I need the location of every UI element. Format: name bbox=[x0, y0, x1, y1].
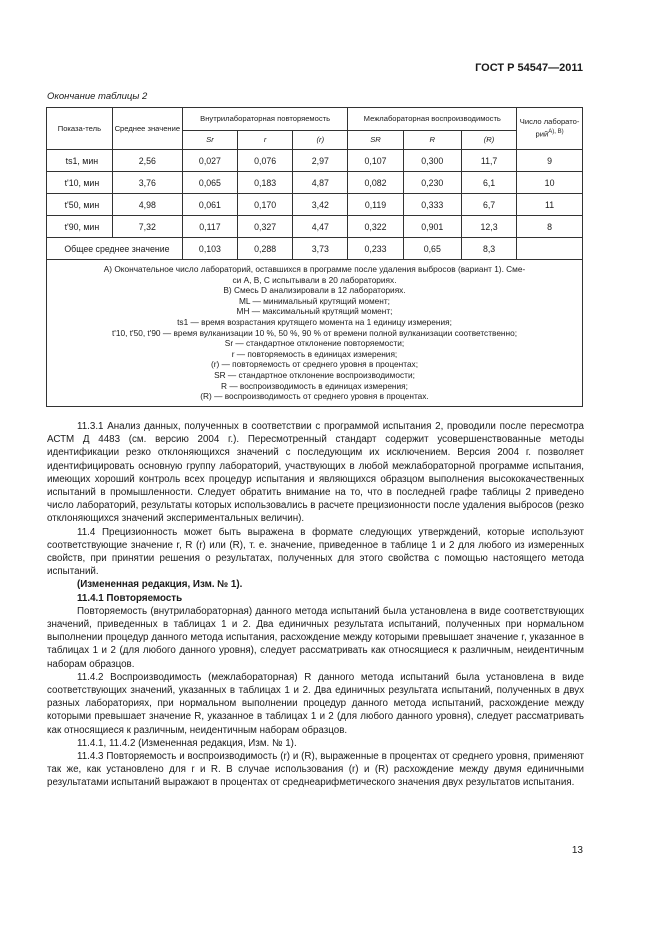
cell-r-percent: 2,97 bbox=[293, 150, 348, 172]
cell-R-percent: 6,7 bbox=[461, 194, 516, 216]
cell-sr: 0,065 bbox=[182, 172, 237, 194]
table-notes-row bbox=[47, 260, 583, 407]
paragraph: Повторяемость (внутрилабораторная) данного метода испытаний была установлена в виде соответствующих значений, приведенных в таблицах 1 и 2. Два единичных результата испытаний, полученных при нормальном выполнении процедур данного метода испытания, расхождение между которыми превышает значение r, указанное в таблицах 1 и 2 (для любого данного уровня), следует рассматривать как относящиеся к различным, неидентичным наборам образцов. bbox=[47, 605, 584, 670]
paragraph: 11.3.1 Анализ данных, полученных в соответствии с программой испытания 2, проводили после пересмотра АСТМ Д 4483 (см. версию 2004 г.). Пересмотренный стандарт содержит усовершенствованные методы идентификации резко отклоняющихся значений с последующим их исключением. Версия 2004 г. позволяет идентифицировать основную группу лабораторий, участвующих в любой межлабораторной программе испытания, имеющих хороший контроль всех процедур испытания и являющихся образцом выполнения высококачественных испытаний в промышленности. Следует обратить внимание на то, что в последней графе таблицы 2 приведено число лабораторий, результаты которых использовались в расчете прецизионности после удаления выбросов (резко отклоняющихся значений экспериментальных величин). bbox=[47, 421, 584, 525]
note-line: MH — максимальный крутящий момент; bbox=[236, 306, 393, 317]
table-notes bbox=[47, 260, 583, 407]
paragraph: 11.4.3 Повторяемость и воспроизводимость (r) и (R), выраженные в процентах от среднего уровня, применяют так же, как установлено для r и R. В случае использования (r) и (R) расхождение между двумя единичными результатами испытаний выражают в процентах от среднеарифметического значения двух результатов испытания. bbox=[47, 751, 584, 789]
cell-r: 0,076 bbox=[238, 150, 293, 172]
cell-sr: 0,103 bbox=[182, 238, 237, 260]
note-line: ts1 — время возрастания крутящего момента на 1 единицу измерения; bbox=[177, 316, 452, 327]
cell-property: t'10, мин bbox=[47, 172, 113, 194]
paragraph-amendment: 11.4.1, 11.4.2 (Измененная редакция, Изм. № 1). bbox=[77, 737, 297, 749]
cell-R: 0,65 bbox=[403, 238, 461, 260]
header-r: r bbox=[238, 131, 293, 150]
note-line: Sr — стандартное отклонение повторяемости; bbox=[224, 338, 405, 349]
cell-sR: 0,119 bbox=[348, 194, 403, 216]
cell-labs: 11 bbox=[517, 194, 583, 216]
cell-sR: 0,107 bbox=[348, 150, 403, 172]
note-line: ML — минимальный крутящий момент; bbox=[239, 295, 390, 306]
cell-sr: 0,027 bbox=[182, 150, 237, 172]
header-r-percent: (r) bbox=[293, 131, 348, 150]
section-heading: 11.4.1 Повторяемость bbox=[77, 592, 183, 604]
table-row bbox=[47, 216, 583, 238]
note-line: B) Смесь D анализировали в 12 лабораториях. bbox=[223, 285, 406, 296]
page-number: 13 bbox=[571, 845, 583, 856]
note-line: r — повторяемость в единицах измерения; bbox=[231, 348, 398, 359]
precision-table bbox=[46, 107, 583, 407]
note-line: R — воспроизводимость в единицах измерения; bbox=[221, 380, 408, 391]
header-labs-label: Число лаборато-рий bbox=[519, 117, 580, 139]
header-R: R bbox=[403, 131, 461, 150]
cell-r: 0,170 bbox=[238, 194, 293, 216]
header-reproducibility: Межлабораторная воспроизводимость bbox=[348, 108, 517, 131]
cell-mean: 7,32 bbox=[112, 216, 182, 238]
cell-R: 0,300 bbox=[403, 150, 461, 172]
table-row bbox=[47, 172, 583, 194]
cell-R: 0,901 bbox=[403, 216, 461, 238]
cell-total-label: Общее среднее значение bbox=[47, 238, 183, 260]
header-labs-sup: A), B) bbox=[548, 129, 564, 136]
note-line: си A, B, C испытывали в 20 лабораториях. bbox=[232, 274, 397, 285]
paragraph-amendment: (Измененная редакция, Изм. № 1). bbox=[77, 579, 243, 591]
table-row bbox=[47, 194, 583, 216]
paragraph: 11.4 Прецизионность может быть выражена в формате следующих утверждений, которые используют соответствующие значение r, R (r) или (R), т. е. значение, приведенное в таблице 1 и 2 для любого из измеренных свойств, при принятии решения о результатах, полученных для этого свойства с помощью настоящего метода испытаний. bbox=[47, 526, 584, 578]
cell-sR: 0,233 bbox=[348, 238, 403, 260]
paragraph: 11.4.2 Воспроизводимость (межлабораторная) R данного метода испытаний была установлена в виде соответствующих значений, указанных в таблицах 1 и 2. Два единичных результата испытаний, полученных в двух разных лабораториях, при нормальном выполнении процедур данного метода испытаний, расхождение между которыми превышает значение R, указанное в таблицах 1 и 2 (для любого данного уровня), следует рассматривать как относящиеся к различным, неидентичным наборам образцов. bbox=[47, 671, 584, 736]
cell-R: 0,333 bbox=[403, 194, 461, 216]
cell-mean: 4,98 bbox=[112, 194, 182, 216]
cell-r-percent: 4,87 bbox=[293, 172, 348, 194]
cell-R-percent: 8,3 bbox=[461, 238, 516, 260]
cell-sR: 0,082 bbox=[348, 172, 403, 194]
table-caption: Окончание таблицы 2 bbox=[47, 91, 148, 102]
cell-r: 0,327 bbox=[238, 216, 293, 238]
note-line: A) Окончательное число лабораторий, оставшихся в программе после удаления выбросов (вариант 1). Сме- bbox=[103, 264, 526, 274]
cell-r-percent: 3,73 bbox=[293, 238, 348, 260]
note-line: (r) — повторяемость от среднего уровня в процентах; bbox=[210, 359, 419, 370]
header-mean: Среднее значение bbox=[112, 108, 182, 150]
cell-labs: 9 bbox=[517, 150, 583, 172]
header-repeatability: Внутрилабораторная повторяемость bbox=[182, 108, 348, 131]
table-row-total bbox=[47, 238, 583, 260]
header-sR: SR bbox=[348, 131, 403, 150]
note-line: (R) — воспроизводимость от среднего уровня в процентах. bbox=[200, 391, 429, 402]
cell-labs: 8 bbox=[517, 216, 583, 238]
cell-R-percent: 11,7 bbox=[461, 150, 516, 172]
cell-property: ts1, мин bbox=[47, 150, 113, 172]
cell-r-percent: 4,47 bbox=[293, 216, 348, 238]
cell-r: 0,183 bbox=[238, 172, 293, 194]
cell-sr: 0,061 bbox=[182, 194, 237, 216]
cell-sR: 0,322 bbox=[348, 216, 403, 238]
header-sr: Sr bbox=[182, 131, 237, 150]
body-text bbox=[47, 420, 584, 790]
cell-property: t'90, мин bbox=[47, 216, 113, 238]
header-R-percent: (R) bbox=[461, 131, 516, 150]
cell-labs-empty bbox=[517, 238, 583, 260]
cell-r: 0,288 bbox=[238, 238, 293, 260]
note-line: SR — стандартное отклонение воспроизводимости; bbox=[214, 369, 415, 380]
cell-r-percent: 3,42 bbox=[293, 194, 348, 216]
header-labs bbox=[517, 108, 583, 150]
standard-designation: ГОСТ Р 54547—2011 bbox=[475, 62, 583, 74]
cell-R-percent: 12,3 bbox=[461, 216, 516, 238]
cell-R: 0,230 bbox=[403, 172, 461, 194]
header-property: Показа-тель bbox=[47, 108, 113, 150]
cell-mean: 3,76 bbox=[112, 172, 182, 194]
note-line: t'10, t'50, t'90 — время вулканизации 10 %, 50 %, 90 % от времени полной вулканизации соответственно; bbox=[111, 327, 518, 338]
table-row bbox=[47, 150, 583, 172]
cell-sr: 0,117 bbox=[182, 216, 237, 238]
cell-R-percent: 6,1 bbox=[461, 172, 516, 194]
cell-mean: 2,56 bbox=[112, 150, 182, 172]
cell-labs: 10 bbox=[517, 172, 583, 194]
cell-property: t'50, мин bbox=[47, 194, 113, 216]
